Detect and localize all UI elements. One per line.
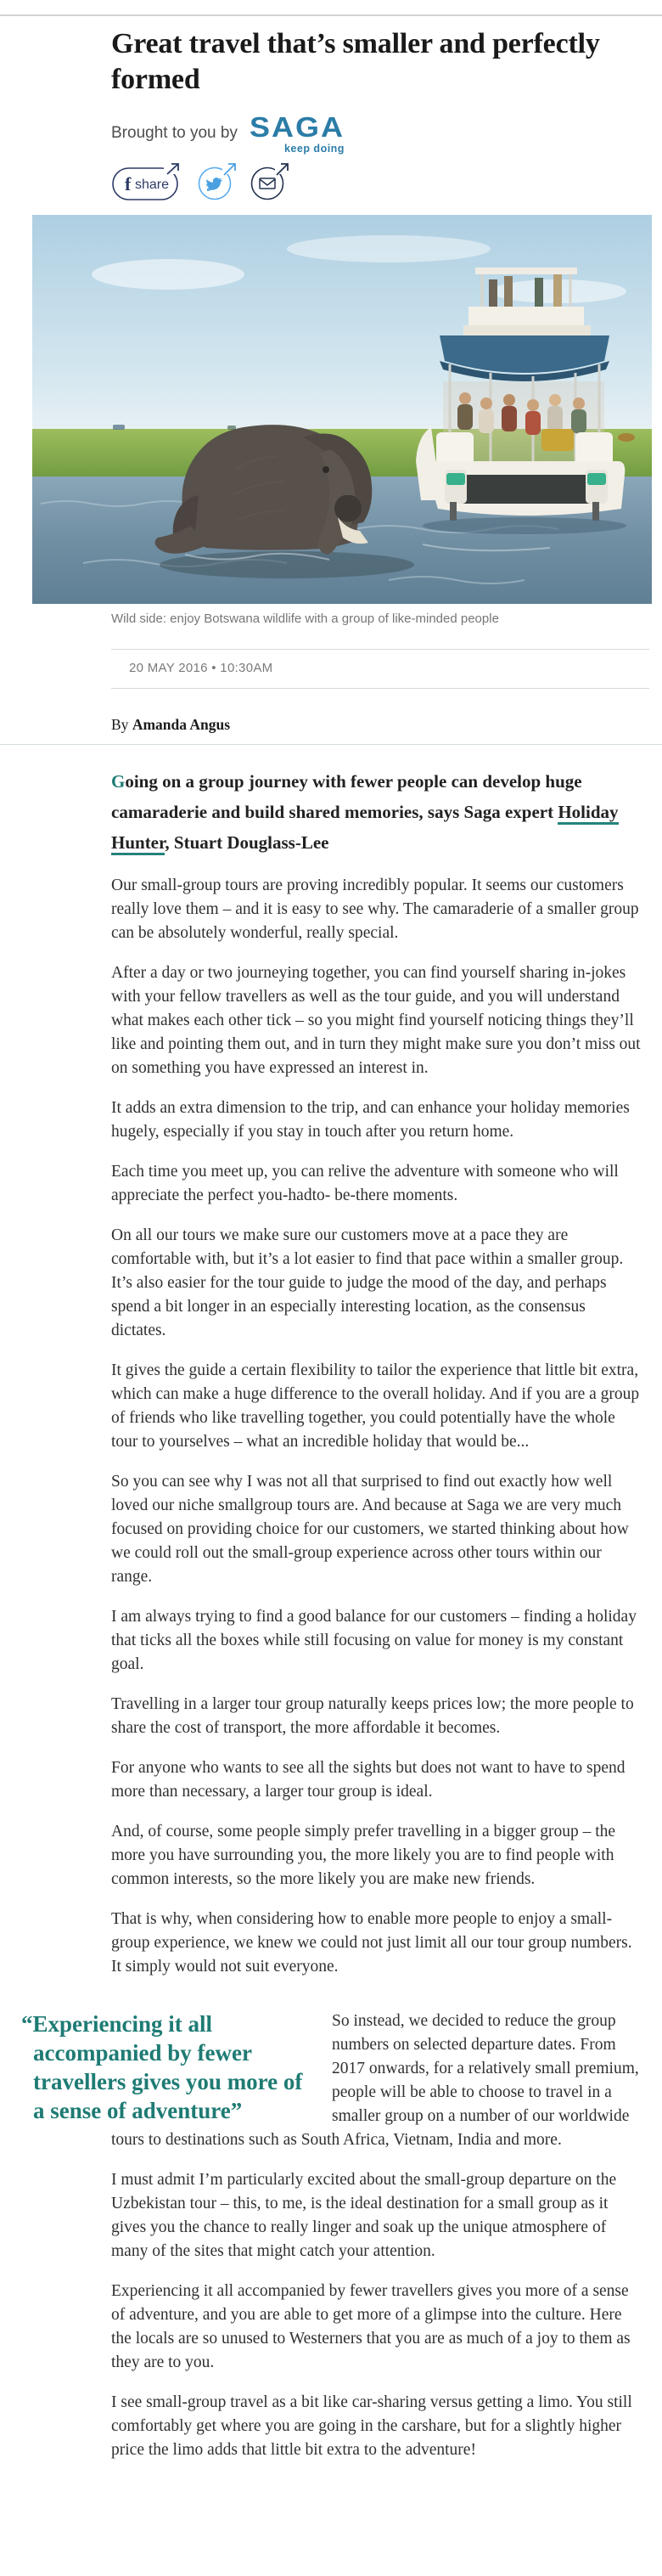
author-name: Amanda Angus (132, 716, 231, 733)
publish-date: 20 MAY 2016 • 10:30AM (129, 661, 273, 675)
sponsor-prefix-label: Brought to you by (111, 124, 238, 142)
article-paragraph: It gives the guide a certain flexibility to tailor the experience that little bit extra, which can make a huge difference to the overall holiday. And if you are a group of friends who like travelling together, you could potentially have the whole tour to yourselves – what an incredible holiday that would be... (111, 1361, 640, 1451)
article-paragraph: Our small-group tours are proving incredibly popular. It seems our customers really love them – and it is easy to see why. The camaraderie of a smaller group can be absolutely wonderful, really special. (111, 877, 639, 942)
article-paragraph: After a day or two journeying together, you can find yourself sharing in-jokes with your fellow travellers as well as the tour guide, and you will understand what makes each other tick – so you might find yourself noticing things they’ll like and pointing them out, and in turn they might make sure you don’t miss out on something you have expressed an interest in. (111, 964, 641, 1077)
byline-divider (0, 744, 662, 745)
article-paragraph: Travelling in a larger tour group naturally keeps prices low; the more people to share the cost of transport, the more affordable it becomes. (111, 1695, 634, 1737)
article-paragraph: So you can see why I was not all that surprised to find out exactly how well loved our niche smallgroup tours are. And because at Saga we are very much focused on providing choice for our customers, we started thinking about how we could roll out the small-group experience across other tours within our range. (111, 1473, 629, 1586)
article-body-closing (111, 2168, 643, 2462)
article-paragraph: On all our tours we make sure our customers move at a pace they are comfortable with, but it’s a lot easier to find that pace within a smaller group. It’s also easier for the tour guide to judge the mood of the day, and perhaps spend a bit longer in an especially interesting location, as the consensus dictates. (111, 1226, 624, 1339)
article-paragraph: And, of course, some people simply prefer travelling in a bigger group – the more you have surrounding you, the more likely you are to find people with common interests, so the more likely you are make new friends. (111, 1823, 616, 1888)
facebook-share-button[interactable] (111, 161, 188, 204)
article-paragraph: It adds an extra dimension to the trip, and can enhance your holiday memories hugely, especially if you stay in touch after you return home. (111, 1099, 630, 1141)
page-title: Great travel that’s smaller and perfectly formed (111, 28, 600, 95)
twitter-share-button[interactable] (196, 161, 240, 204)
saga-logo[interactable] (250, 112, 345, 155)
standfirst-tail: , Stuart Douglass-Lee (165, 832, 329, 853)
article-paragraph: I am always trying to find a good balance for our customers – finding a holiday that ticks all the boxes while still focusing on value for money is my constant goal. (111, 1608, 637, 1673)
facebook-f-icon: f (125, 172, 132, 194)
lead-character: G (111, 771, 126, 792)
byline (111, 716, 662, 734)
top-divider (0, 14, 662, 16)
article-paragraph: I must admit I’m particularly excited about the small-group departure on the Uzbekistan tour – this, to me, is the ideal destination for a small group as it gives you the chance to really linger and soak up the unique atmosphere of many of the sites that might catch your attention. (111, 2171, 617, 2260)
date-block (111, 649, 649, 689)
facebook-share-label: share (135, 177, 170, 192)
pullquote: “Experiencing it all accompanied by fewer travellers gives you more of a sense of adventure” (21, 2011, 303, 2123)
pill-gap (164, 164, 177, 174)
hero-image (32, 215, 652, 604)
article-paragraph: Experiencing it all accompanied by fewer travellers gives you more of a sense of adventure, and you are able to get more of a glimpse into the culture. Here the locals are so unused to Westerners that you are as much of a joy to them as they are to you. (111, 2282, 631, 2371)
sponsor-row (111, 111, 662, 155)
share-row (111, 161, 662, 203)
standfirst-text: oing on a group journey with fewer people can develop huge camaraderie and build shared memories, says Saga expert (111, 771, 582, 822)
saga-wordmark: SAGA (249, 110, 345, 144)
byline-prefix: By (111, 716, 129, 733)
article-paragraph: For anyone who wants to see all the sights but does not want to have to spend more than necessary, a larger tour group is ideal. (111, 1759, 626, 1801)
article-body (111, 874, 643, 1979)
article-paragraph: I see small-group travel as a bit like car-sharing versus getting a limo. You still comfortably get where you are going in the carshare, but for a slightly higher price the limo adds that little bit extra to the adventure! (111, 2393, 632, 2459)
article-standfirst (111, 766, 646, 858)
pullquote-section (21, 2010, 643, 2152)
article-paragraph: Each time you meet up, you can relive the adventure with someone who will appreciate the perfect you-hadto- be-there moments. (111, 1163, 619, 1204)
holiday-hunter-link[interactable]: Holiday Hunter (111, 802, 619, 855)
saga-tagline: keep doing (283, 143, 345, 155)
email-share-button[interactable] (249, 161, 293, 204)
article-paragraph: That is why, when considering how to enable more people to enjoy a small-group experience, we knew we could not just limit all our tour group numbers. It simply would not suit everyone. (111, 1910, 632, 1976)
article-paragraph: So instead, we decided to reduce the group numbers on selected departure dates. From 2017 onwards, for a relatively small premium, people will be able to choose to travel in a smaller group on a number of our worldwide tours to destinations such as South Africa, Vietnam, India and more. (111, 2012, 639, 2149)
image-caption: Wild side: enjoy Botswana wildlife with a group of like-minded people (111, 612, 499, 626)
